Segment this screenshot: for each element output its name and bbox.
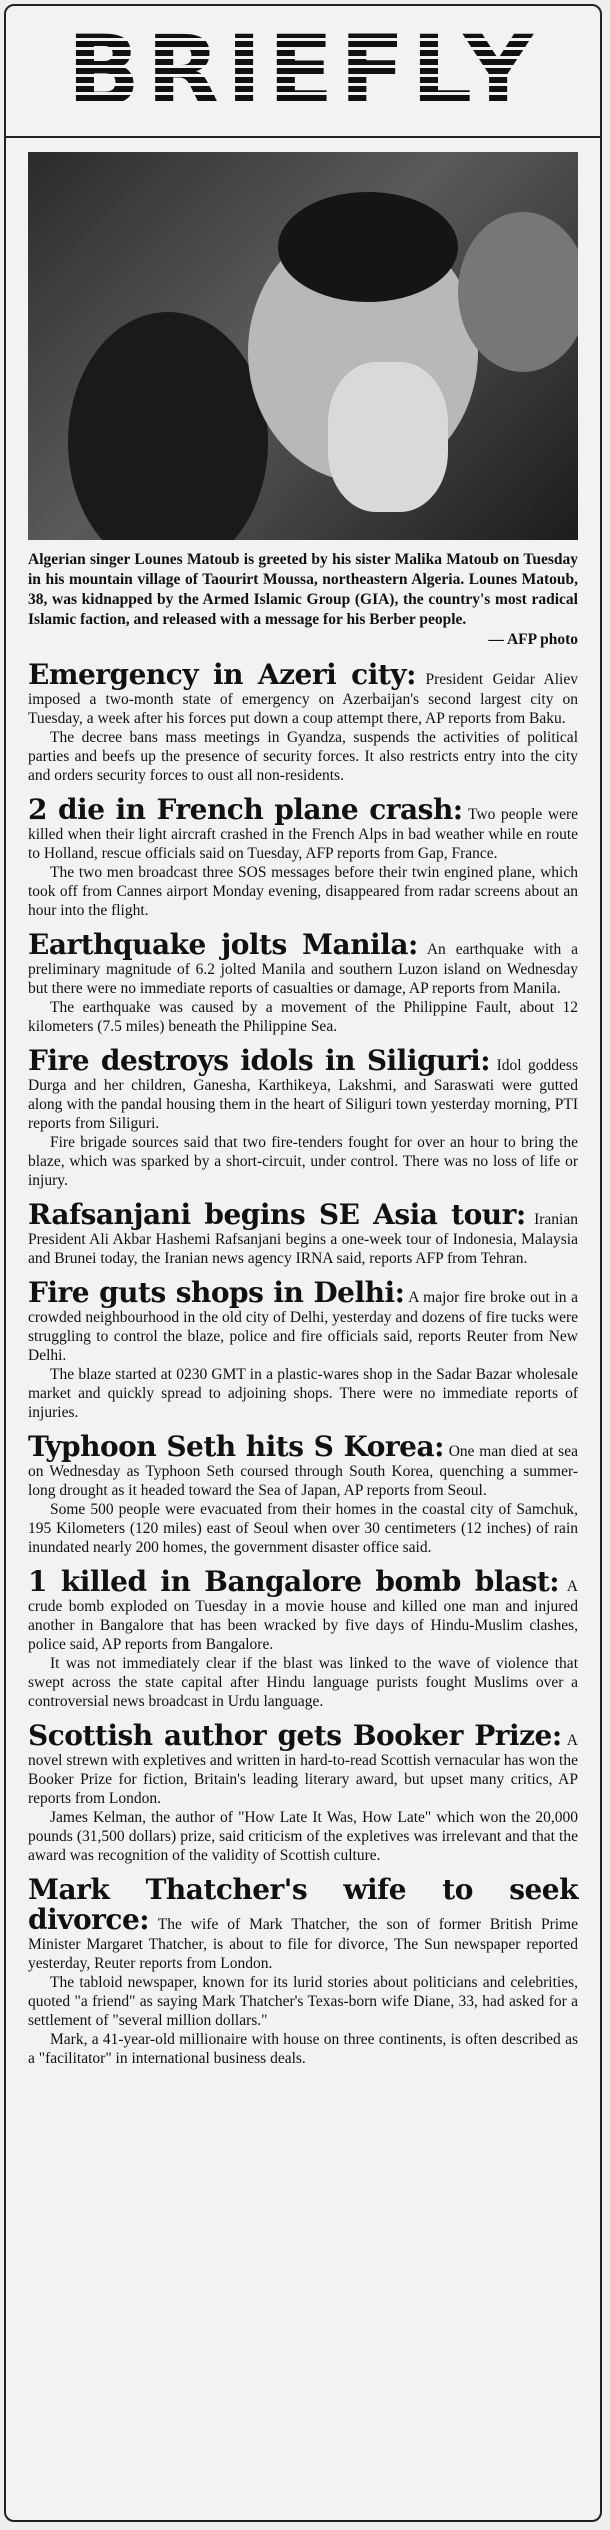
brief-body-paragraph: The decree bans mass meetings in Gyandza, suspends the activities of political parties and beefs up the presence of security forces. It also restricts entry into the city and orders security forces to oust all non-residents. [28,729,578,784]
news-brief [28,660,578,785]
news-brief [28,1278,578,1422]
news-brief [28,1721,578,1865]
brief-lead-paragraph [28,660,578,728]
brief-headline: Emergency in Azeri city: [28,658,416,691]
photo-credit: — AFP photo [488,631,578,648]
brief-lead-paragraph [28,1432,578,1500]
brief-lead-text: Two people were killed when their light aircraft crashed in the French Alps in bad weather while en route to Holland, rescue officials said on Tuesday, AFP reports from Gap, France. [28,806,578,862]
masthead-title: BRIEFLY [67,15,539,127]
news-brief [28,1046,578,1190]
brief-lead-paragraph [28,1567,578,1654]
brief-headline: Earthquake jolts Manila: [28,928,418,961]
brief-body-paragraph: The blaze started at 0230 GMT in a plastic-wares shop in the Sadar Bazar wholesale market and quickly spread to adjoining shops. There were no immediate reports of injuries. [28,1366,578,1421]
news-brief [28,1875,578,2068]
brief-body-paragraph: James Kelman, the author of "How Late It Was, How Late" which won the 20,000 pounds (31,500 dollars) prize, said criticism of the expletives was irrelevant and that the award was recognition of the validity of Scottish culture. [28,1809,578,1864]
brief-lead-paragraph [28,1200,578,1268]
brief-body-paragraph: The tabloid newspaper, known for its lurid stories about politicians and celebrities, quoted "a friend" as saying Mark Thatcher's Texas-born wife Diane, 33, had asked for a settlement of "several million dollars." [28,1974,578,2029]
brief-headline: Rafsanjani begins SE Asia tour: [28,1198,526,1231]
news-brief [28,930,578,1036]
brief-lead-paragraph [28,795,578,863]
brief-lead-paragraph [28,930,578,998]
brief-body-paragraph: The earthquake was caused by a movement of the Philippine Fault, about 12 kilometers (7.5 miles) beneath the Philippine Sea. [28,999,578,1035]
brief-body-paragraph: It was not immediately clear if the blast was linked to the wave of violence that swept across the state capital after Hindu language purists fought Muslims over a controversial news broadcast in Urdu language. [28,1655,578,1710]
brief-lead-text: An earthquake with a preliminary magnitude of 6.2 jolted Manila and southern Luzon island on Wednesday but there were no immediate reports of casualties or damage, AP reports from Manila. [28,941,578,997]
brief-lead-paragraph [28,1278,578,1365]
brief-lead-text: President Geidar Aliev imposed a two-month state of emergency on Azerbaijan's second largest city on Tuesday, a week after his forces put down a coup attempt there, AP reports from Baku. [28,671,578,727]
masthead [6,6,600,138]
brief-lead-paragraph [28,1875,578,1973]
brief-headline: 1 killed in Bangalore bomb blast: [28,1565,560,1598]
photo-caption-text: Algerian singer Lounes Matoub is greeted by his sister Malika Matoub on Tuesday in his mountain village of Taourirt Moussa, northeastern Algeria. Lounes Matoub, 38, was kidnapped by the Armed Islamic Group (GIA), the country's most radical Islamic faction, and released with a message for his Berber people. [28,551,578,628]
brief-body-paragraph: Fire brigade sources said that two fire-tenders fought for over an hour to bring the blaze, which was sparked by a short-circuit, under control. There was no loss of life or injury. [28,1134,578,1189]
brief-headline: Mark Thatcher's wife to seek divorce: [28,1873,578,1936]
news-brief [28,1200,578,1268]
photo-caption [28,550,578,650]
brief-lead-text: A crude bomb exploded on Tuesday in a movie house and killed one man and injured another in Bangalore that has been wracked by five days of Hindu-Muslim clashes, police said, AP reports from Bangalore. [28,1578,578,1653]
news-brief [28,1567,578,1711]
brief-headline: 2 die in French plane crash: [28,793,463,826]
brief-body-paragraph: The two men broadcast three SOS messages before their twin engined plane, which took off from Cannes airport Monday evening, disappeared from radar screens about an hour into the flight. [28,864,578,919]
brief-headline: Fire destroys idols in Siliguri: [28,1044,491,1077]
brief-lead-text: Iranian President Ali Akbar Hashemi Rafsanjani begins a one-week tour of Indonesia, Malaysia and Brunei today, the Iranian news agency IRNA said, reports AFP from Tehran. [28,1211,578,1267]
brief-lead-text: Idol goddess Durga and her children, Ganesha, Karthikeya, Lakshmi, and Saraswati were gutted along with the pandal housing them in the heart of Siliguri town yesterday morning, PTI reports from Siliguri. [28,1057,578,1132]
brief-lead-text: A novel strewn with expletives and written in hard-to-read Scottish vernacular has won the Booker Prize for fiction, Britain's leading literary award, but upset many critics, AP reports from London. [28,1732,578,1807]
brief-lead-text: One man died at sea on Wednesday as Typhoon Seth coursed through South Korea, quenching a summer-long drought as it headed toward the Sea of Japan, AP reports from Seoul. [28,1443,578,1499]
news-clipping [4,4,602,2522]
news-briefs [6,660,600,2068]
news-photo [28,152,578,540]
brief-headline: Fire guts shops in Delhi: [28,1276,405,1309]
brief-lead-text: A major fire broke out in a crowded neighbourhood in the old city of Delhi, yesterday and dozens of fire tucks were struggling to control the blaze, police and fire officials said, reports Reuter from New Delhi. [28,1289,578,1364]
brief-headline: Typhoon Seth hits S Korea: [28,1430,444,1463]
brief-lead-paragraph [28,1721,578,1808]
news-brief [28,795,578,920]
brief-headline: Scottish author gets Booker Prize: [28,1719,562,1752]
brief-lead-text: The wife of Mark Thatcher, the son of former British Prime Minister Margaret Thatcher, is about to file for divorce, The Sun newspaper reported yesterday, Reuter reports from London. [28,1916,578,1972]
brief-body-paragraph: Mark, a 41-year-old millionaire with house on three continents, is often described as a "facilitator" in international business deals. [28,2031,578,2067]
news-brief [28,1432,578,1557]
brief-lead-paragraph [28,1046,578,1133]
brief-body-paragraph: Some 500 people were evacuated from their homes in the coastal city of Samchuk, 195 Kilometers (120 miles) east of Seoul when over 30 centimeters (12 inches) of rain inundated nearly 200 homes, the government disaster office said. [28,1501,578,1556]
